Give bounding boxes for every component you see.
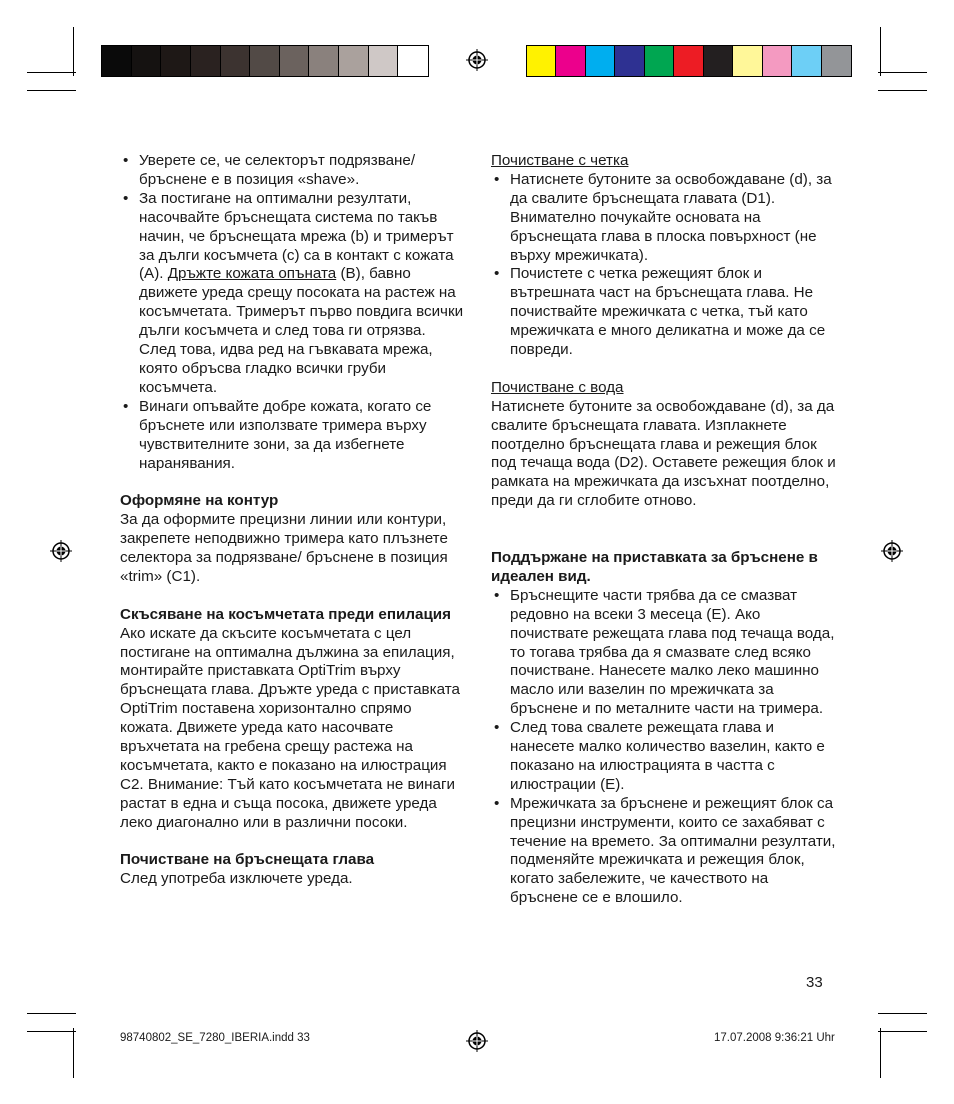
- bullet-item: [120, 190, 465, 398]
- paragraph: Ако искате да скъсите косъмчетата с цел постигане на оптимална дължина за епилация, монтирайте приставката OptiTrim върху бръснещата глава. Дръжте уреда с приставката OptiTrim поставена хоризонтално спрямо кожата. Движете уреда като насочвате връхчетата на гребена срещу растежа на косъмчетата, както е показано на илюстрация C2. Внимание: Тъй като косъмчетата не винаги растат в една и съща посока, движете уреда леко диагонално или в различни посоки.: [120, 624, 460, 831]
- color-swatch: [763, 46, 792, 76]
- crop-mark: [27, 90, 76, 91]
- section-heading: Поддържане на приставката за бръснене в идеален вид.: [491, 548, 818, 585]
- section-heading: Почистване с четка: [491, 152, 629, 169]
- bullet-item: • Уверете се, че селекторът подрязване/ бръснене е в позиция «shave».: [120, 152, 465, 190]
- bullet-text: За постигане на оптимални резултати, насочвайте бръснещата система по такъв начин, че бръснещата мрежа (b) и тримерът за дълги косъмчета (c) са в контакт с кожата (A).: [139, 189, 454, 283]
- page-number: 33: [806, 974, 823, 991]
- color-swatch: [733, 46, 762, 76]
- color-swatch: [309, 46, 339, 76]
- color-swatch: [132, 46, 162, 76]
- bullet-text: (B), бавно движете уреда срещу посоката на растеж на косъмчетата. Тримерът първо повдига всички дълги косъмчета и след това ги отрязва. След това, идва ред на гъвкавата мрежа, която обръсва гладко всички груби косъмчета.: [139, 265, 464, 396]
- crop-mark: [27, 1031, 76, 1032]
- color-swatch: [645, 46, 674, 76]
- color-swatch: [221, 46, 251, 76]
- bullet-item: • Мрежичката за бръснене и режещият блок са прецизни инструменти, които се захабяват с течение на времето. За оптимални резултати, подменяйте мрежичката и режещия блок, когато забележите, че качеството на бръснене се е влошило.: [491, 795, 837, 908]
- crosshair-target-icon: [881, 540, 903, 562]
- color-swatch: [191, 46, 221, 76]
- right-column: [491, 152, 837, 908]
- section-heading: Почистване с вода: [491, 378, 624, 396]
- crop-mark: [27, 72, 76, 73]
- underlined-emphasis: Дръжте кожата опъната: [167, 265, 337, 283]
- section-heading: Оформяне на контур: [120, 492, 279, 510]
- bullet-item: • Почистете с четка режещият блок и вътрешната част на бръснещата глава. Не почиствайте мрежичката с четка, тъй като мрежичката е много деликатна и може да се повреди.: [491, 265, 837, 360]
- crop-mark: [878, 90, 927, 91]
- crosshair-target-icon: [50, 540, 72, 562]
- crop-mark: [878, 1031, 927, 1032]
- color-swatch: [280, 46, 310, 76]
- color-swatch: [527, 46, 556, 76]
- grayscale-color-bar: [101, 45, 429, 77]
- bullet-item: • Винаги опъвайте добре кожата, когато се бръснете или използвате тримера върху чувствителните зони, за да избегнете наранявания.: [120, 398, 465, 474]
- crosshair-target-icon: [466, 1030, 488, 1052]
- footer-timestamp: 17.07.2008 9:36:21 Uhr: [714, 1032, 835, 1044]
- color-swatch: [556, 46, 585, 76]
- paragraph: Натиснете бутоните за освобождаване (d), за да свалите бръснещата главата. Изплакнете поотделно бръснещата глава и режещия блок под течаща вода (D2). Оставете режещия блок и рамката на мрежичката да изсъхнат поотделно, преди да ги сглобите отново.: [491, 397, 836, 510]
- color-swatch: [822, 46, 851, 76]
- color-swatch: [586, 46, 615, 76]
- crosshair-target-icon: [466, 49, 488, 71]
- crop-mark: [878, 1013, 927, 1014]
- color-swatch: [674, 46, 703, 76]
- crop-mark: [27, 1013, 76, 1014]
- section-heading: Почистване на бръснещата глава: [120, 851, 375, 869]
- color-swatch: [161, 46, 191, 76]
- crop-mark: [880, 1028, 881, 1078]
- left-column: [120, 152, 465, 889]
- paragraph: След употреба изключете уреда.: [120, 870, 353, 888]
- process-color-bar: [526, 45, 852, 77]
- bullet-item: • След това свалете режещата глава и нанесете малко количество вазелин, както е показано на илюстрацията в частта с илюстрации (E).: [491, 719, 837, 795]
- section-heading: Скъсяване на косъмчетата преди епилация: [120, 605, 451, 623]
- bullet-item: • Бръснещите части трябва да се смазват редовно на всеки 3 месеца (E). Ако почиствате режещата глава под течаща вода, то тогава трябва да я смазвате след всяко почистване. Нанесете малко леко машинно масло или вазелин по мрежичката за бръснене и по металните части на тримера.: [491, 587, 837, 719]
- color-swatch: [250, 46, 280, 76]
- crop-mark: [73, 27, 74, 76]
- color-swatch: [369, 46, 399, 76]
- paragraph: За да оформите прецизни линии или контури, закрепете неподвижно тримера като плъзнете селектора за подрязване/ бръснене в позиция «trim» (C1).: [120, 511, 448, 585]
- footer-file-name: 98740802_SE_7280_IBERIA.indd 33: [120, 1032, 310, 1044]
- crop-mark: [880, 27, 881, 76]
- color-swatch: [398, 46, 428, 76]
- color-swatch: [704, 46, 733, 76]
- color-swatch: [615, 46, 644, 76]
- crop-mark: [73, 1028, 74, 1078]
- color-swatch: [792, 46, 821, 76]
- color-swatch: [102, 46, 132, 76]
- bullet-item: • Натиснете бутоните за освобождаване (d), за да свалите бръснещата главата (D1). Внимателно почукайте основата на бръснещата глава в плоска повърхност (не върху мрежичката).: [491, 171, 837, 266]
- crop-mark: [878, 72, 927, 73]
- color-swatch: [339, 46, 369, 76]
